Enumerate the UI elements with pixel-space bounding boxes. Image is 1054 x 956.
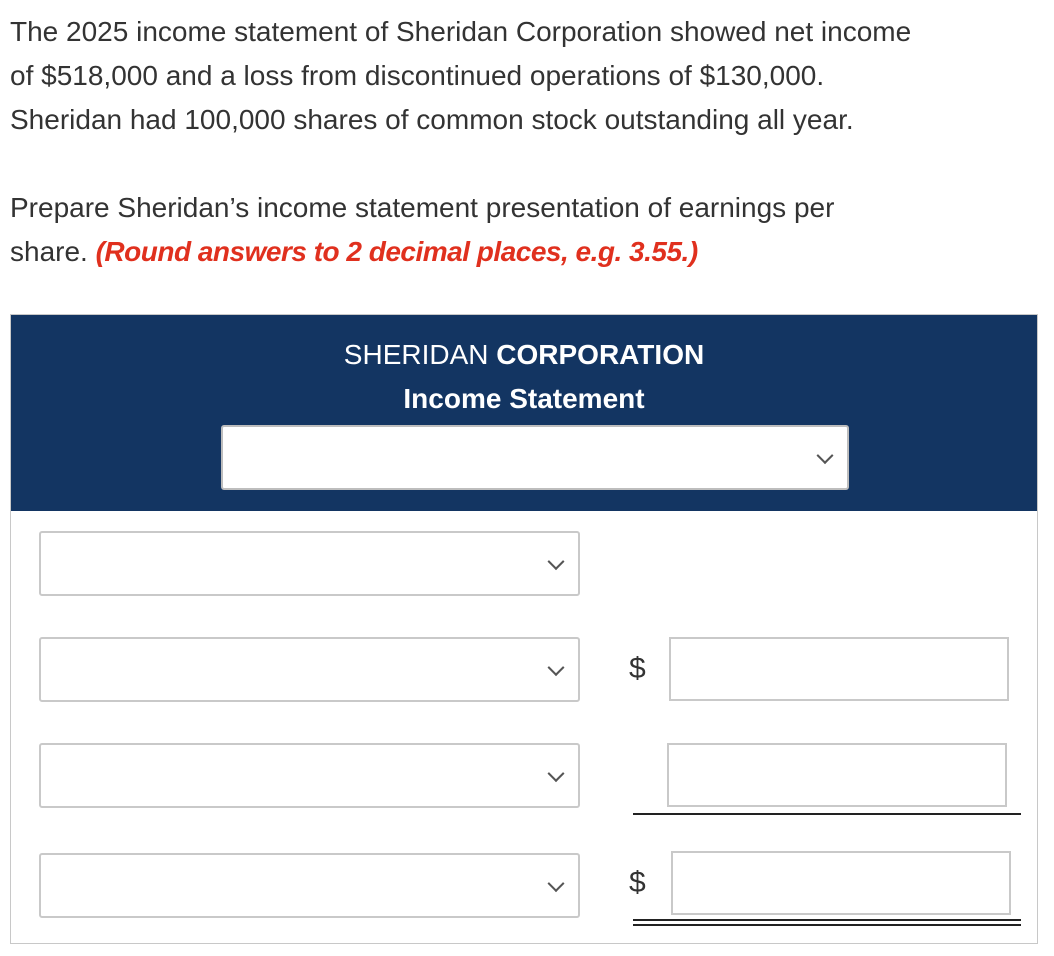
problem-line: of $518,000 and a loss from discontinued operations of $130,000. — [10, 60, 825, 91]
instructions-line: Prepare Sheridan’s income statement presentation of earnings per — [10, 192, 835, 223]
problem-line: The 2025 income statement of Sheridan Corporation showed net income — [10, 16, 912, 47]
statement-header — [11, 315, 1037, 511]
instructions — [10, 186, 1040, 274]
subtotal-underline — [633, 813, 1021, 815]
amount-input-3[interactable] — [667, 743, 1007, 807]
line-item-select-3[interactable] — [39, 743, 580, 808]
total-double-underline-top — [633, 919, 1021, 921]
chevron-down-icon — [548, 765, 565, 782]
amount-input-2[interactable] — [669, 637, 1009, 701]
income-statement-form — [10, 314, 1038, 944]
company-name-part2: CORPORATION — [496, 339, 705, 370]
line-item-select-1[interactable] — [39, 531, 580, 596]
chevron-down-icon — [548, 553, 565, 570]
statement-title: Income Statement — [403, 383, 645, 414]
problem-line: Sheridan had 100,000 shares of common stock outstanding all year. — [10, 104, 854, 135]
total-double-underline-bottom — [633, 924, 1021, 926]
period-select[interactable] — [221, 425, 849, 490]
instructions-prefix: share. — [10, 236, 96, 267]
dollar-sign: $ — [629, 866, 646, 899]
chevron-down-icon — [548, 875, 565, 892]
chevron-down-icon — [817, 447, 834, 464]
company-name-part1: SHERIDAN — [343, 339, 497, 370]
rounding-hint: (Round answers to 2 decimal places, e.g. 3.55.) — [95, 236, 698, 267]
dollar-sign: $ — [629, 652, 646, 685]
instructions-line — [10, 230, 1040, 274]
chevron-down-icon — [548, 659, 565, 676]
line-item-select-2[interactable] — [39, 637, 580, 702]
company-name — [11, 337, 1037, 373]
line-item-select-4[interactable] — [39, 853, 580, 918]
amount-input-4[interactable] — [671, 851, 1011, 915]
problem-text — [10, 10, 1040, 142]
